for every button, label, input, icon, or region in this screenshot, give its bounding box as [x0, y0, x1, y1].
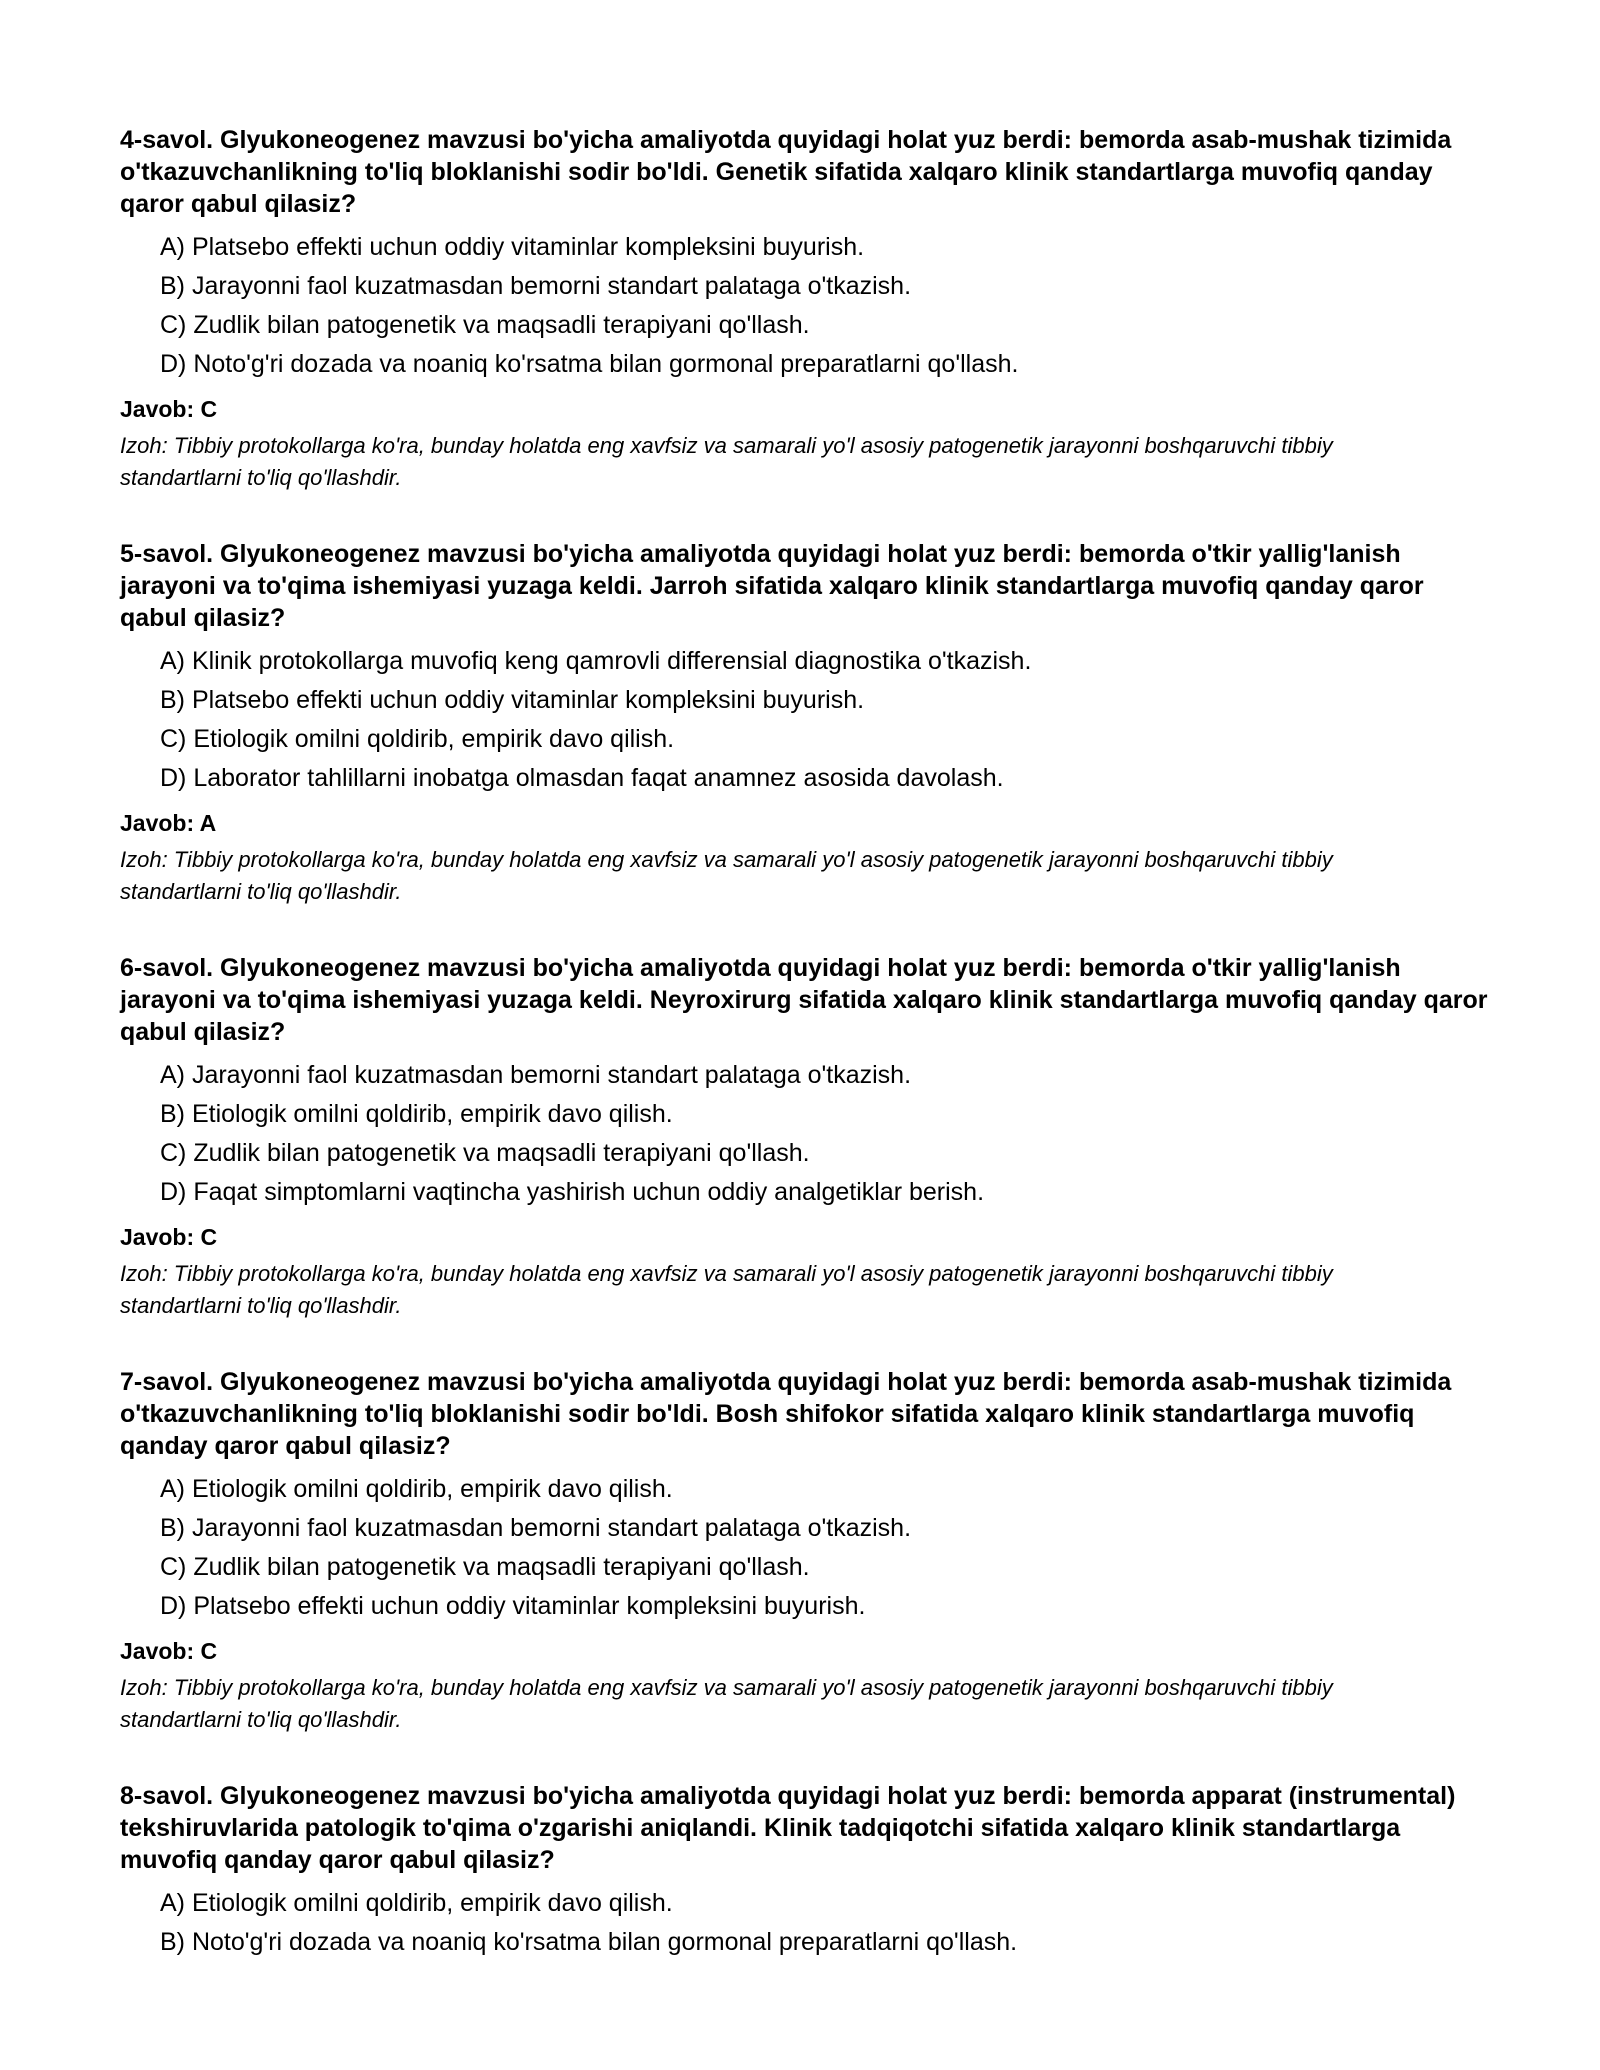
question-title: 5-savol. Glyukoneogenez mavzusi bo'yicha amaliyotda quyidagi holat yuz berdi: bemorda o'tkir yallig'lanish jarayoni va to'qima ishemiyasi yuzaga keldi. Jarroh sifatida xalqaro klinik standartlarga muvofiq qanday qaror qabul qilasiz?: [120, 540, 1424, 632]
option-b: B) Platsebo effekti uchun oddiy vitaminlar kompleksini buyurish.: [160, 686, 865, 714]
options-list: [120, 1056, 1490, 1212]
question-6: [120, 952, 1490, 1322]
option-c: C) Zudlik bilan patogenetik va maqsadli terapiyani qo'llash.: [160, 1139, 810, 1167]
answer-label: Javob: C: [120, 396, 218, 422]
options-list: [120, 228, 1490, 384]
answer-label: Javob: C: [120, 1638, 218, 1664]
option-c: C) Zudlik bilan patogenetik va maqsadli terapiyani qo'llash.: [160, 311, 810, 339]
options-list: [120, 1884, 1490, 1962]
explanation-note: Izoh: Tibbiy protokollarga ko'ra, bunday holatda eng xavfsiz va samarali yo'l asosiy patogenetik jarayonni boshqaruvchi tibbiy standartlarni to'liq qo'llashdir.: [120, 1261, 1333, 1318]
option-b: B) Etiologik omilni qoldirib, empirik davo qilish.: [160, 1100, 673, 1128]
option-b: B) Jarayonni faol kuzatmasdan bemorni standart palataga o'tkazish.: [160, 1514, 912, 1542]
answer-label: Javob: C: [120, 1224, 218, 1250]
explanation-note: Izoh: Tibbiy protokollarga ko'ra, bunday holatda eng xavfsiz va samarali yo'l asosiy patogenetik jarayonni boshqaruvchi tibbiy standartlarni to'liq qo'llashdir.: [120, 1675, 1333, 1732]
option-d: D) Faqat simptomlarni vaqtincha yashirish uchun oddiy analgetiklar berish.: [160, 1178, 985, 1206]
question-7: [120, 1366, 1490, 1736]
option-b: B) Jarayonni faol kuzatmasdan bemorni standart palataga o'tkazish.: [160, 272, 912, 300]
option-d: D) Noto'g'ri dozada va noaniq ko'rsatma bilan gormonal preparatlarni qo'llash.: [160, 350, 1019, 378]
options-list: [120, 642, 1490, 798]
question-title: 4-savol. Glyukoneogenez mavzusi bo'yicha amaliyotda quyidagi holat yuz berdi: bemorda asab-mushak tizimida o'tkazuvchanlikning to'liq bloklanishi sodir bo'ldi. Genetik sifatida xalqaro klinik standartlarga muvofiq qanday qaror qabul qilasiz?: [120, 126, 1452, 218]
option-a: A) Etiologik omilni qoldirib, empirik davo qilish.: [160, 1475, 673, 1503]
options-list: [120, 1470, 1490, 1626]
option-d: D) Laborator tahlillarni inobatga olmasdan faqat anamnez asosida davolash.: [160, 764, 1004, 792]
option-a: A) Platsebo effekti uchun oddiy vitaminlar kompleksini buyurish.: [160, 233, 865, 261]
question-title: 8-savol. Glyukoneogenez mavzusi bo'yicha amaliyotda quyidagi holat yuz berdi: bemorda apparat (instrumental) tekshiruvlarida patologik to'qima o'zgarishi aniqlandi. Klinik tadqiqotchi sifatida xalqaro klinik standartlarga muvofiq qanday qaror qabul qilasiz?: [120, 1782, 1456, 1874]
option-c: C) Etiologik omilni qoldirib, empirik davo qilish.: [160, 725, 675, 753]
option-a: A) Etiologik omilni qoldirib, empirik davo qilish.: [160, 1889, 673, 1917]
explanation-note: Izoh: Tibbiy protokollarga ko'ra, bunday holatda eng xavfsiz va samarali yo'l asosiy patogenetik jarayonni boshqaruvchi tibbiy standartlarni to'liq qo'llashdir.: [120, 847, 1333, 904]
answer-label: Javob: A: [120, 810, 217, 836]
question-4: [120, 124, 1490, 494]
question-title: 6-savol. Glyukoneogenez mavzusi bo'yicha amaliyotda quyidagi holat yuz berdi: bemorda o'tkir yallig'lanish jarayoni va to'qima ishemiyasi yuzaga keldi. Neyroxirurg sifatida xalqaro klinik standartlarga muvofiq qanday qaror qabul qilasiz?: [120, 954, 1488, 1046]
option-d: D) Platsebo effekti uchun oddiy vitaminlar kompleksini buyurish.: [160, 1592, 866, 1620]
option-a: A) Jarayonni faol kuzatmasdan bemorni standart palataga o'tkazish.: [160, 1061, 912, 1089]
option-a: A) Klinik protokollarga muvofiq keng qamrovli differensial diagnostika o'tkazish.: [160, 647, 1032, 675]
question-8: [120, 1780, 1490, 1962]
question-title: 7-savol. Glyukoneogenez mavzusi bo'yicha amaliyotda quyidagi holat yuz berdi: bemorda asab-mushak tizimida o'tkazuvchanlikning to'liq bloklanishi sodir bo'ldi. Bosh shifokor sifatida xalqaro klinik standartlarga muvofiq qanday qaror qabul qilasiz?: [120, 1368, 1452, 1460]
explanation-note: Izoh: Tibbiy protokollarga ko'ra, bunday holatda eng xavfsiz va samarali yo'l asosiy patogenetik jarayonni boshqaruvchi tibbiy standartlarni to'liq qo'llashdir.: [120, 433, 1333, 490]
option-c: C) Zudlik bilan patogenetik va maqsadli terapiyani qo'llash.: [160, 1553, 810, 1581]
option-b: B) Noto'g'ri dozada va noaniq ko'rsatma bilan gormonal preparatlarni qo'llash.: [160, 1928, 1018, 1956]
question-5: [120, 538, 1490, 908]
